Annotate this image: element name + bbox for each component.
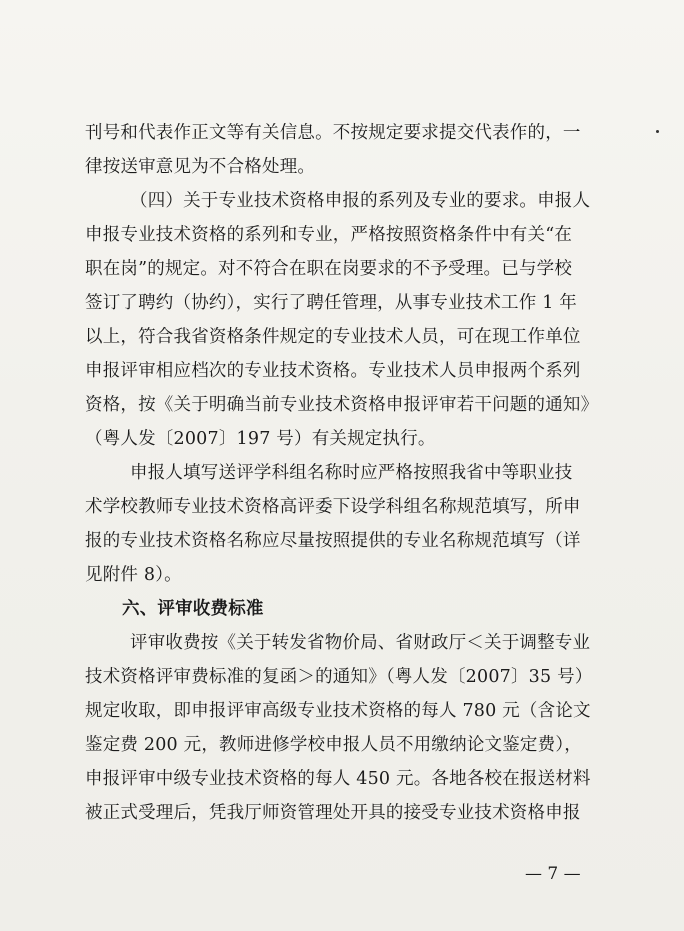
body-line-14: 见附件 8）。 <box>85 565 182 585</box>
body-line-3: （四）关于专业技术资格申报的系列及专业的要求。申报人 <box>130 191 591 211</box>
body-line-1: 刊号和代表作正文等有关信息。不按规定要求提交代表作的，一 <box>85 123 581 143</box>
body-line-2: 律按送审意见为不合格处理。 <box>85 157 316 177</box>
body-line-19: 鉴定费 200 元，教师进修学校申报人员不用缴纳论文鉴定费）， <box>85 735 582 755</box>
body-line-13: 报的专业技术资格名称应尽量按照提供的专业名称规范填写（详 <box>85 531 581 551</box>
body-line-5: 职在岗”的规定。对不符合在职在岗要求的不予受理。已与学校 <box>85 259 573 279</box>
body-line-4: 申报专业技术资格的系列和专业，严格按照资格条件中有关“在 <box>85 225 573 245</box>
scan-speck <box>656 130 659 133</box>
body-line-10: （粤人发〔2007〕197 号）有关规定执行。 <box>85 429 436 449</box>
body-line-21: 被正式受理后，凭我厅师资管理处开具的接受专业技术资格申报 <box>85 803 581 823</box>
body-line-6: 签订了聘约（协约），实行了聘任管理，从事专业技术工作 1 年 <box>85 293 578 313</box>
body-line-11: 申报人填写送评学科组名称时应严格按照我省中等职业技 <box>130 463 573 483</box>
page-number: — 7 — <box>525 864 581 884</box>
body-line-9: 资格，按《关于明确当前专业技术资格申报评审若干问题的通知》 <box>85 395 599 415</box>
body-line-7: 以上，符合我省资格条件规定的专业技术人员，可在现工作单位 <box>85 327 581 347</box>
body-line-12: 术学校教师专业技术资格高评委下设学科组名称规范填写，所申 <box>85 497 581 517</box>
body-line-20: 申报评审中级专业技术资格的每人 450 元。各地各校在报送材料 <box>85 769 591 789</box>
body-line-17: 技术资格评审费标准的复函＞的通知》（粤人发〔2007〕35 号） <box>85 667 593 687</box>
section-heading: 六、评审收费标准 <box>122 599 264 619</box>
body-line-16: 评审收费按《关于转发省物价局、省财政厅＜关于调整专业 <box>130 633 591 653</box>
body-line-18: 规定收取，即申报评审高级专业技术资格的每人 780 元（含论文 <box>85 701 591 721</box>
body-line-8: 申报评审相应档次的专业技术资格。专业技术人员申报两个系列 <box>85 361 581 381</box>
